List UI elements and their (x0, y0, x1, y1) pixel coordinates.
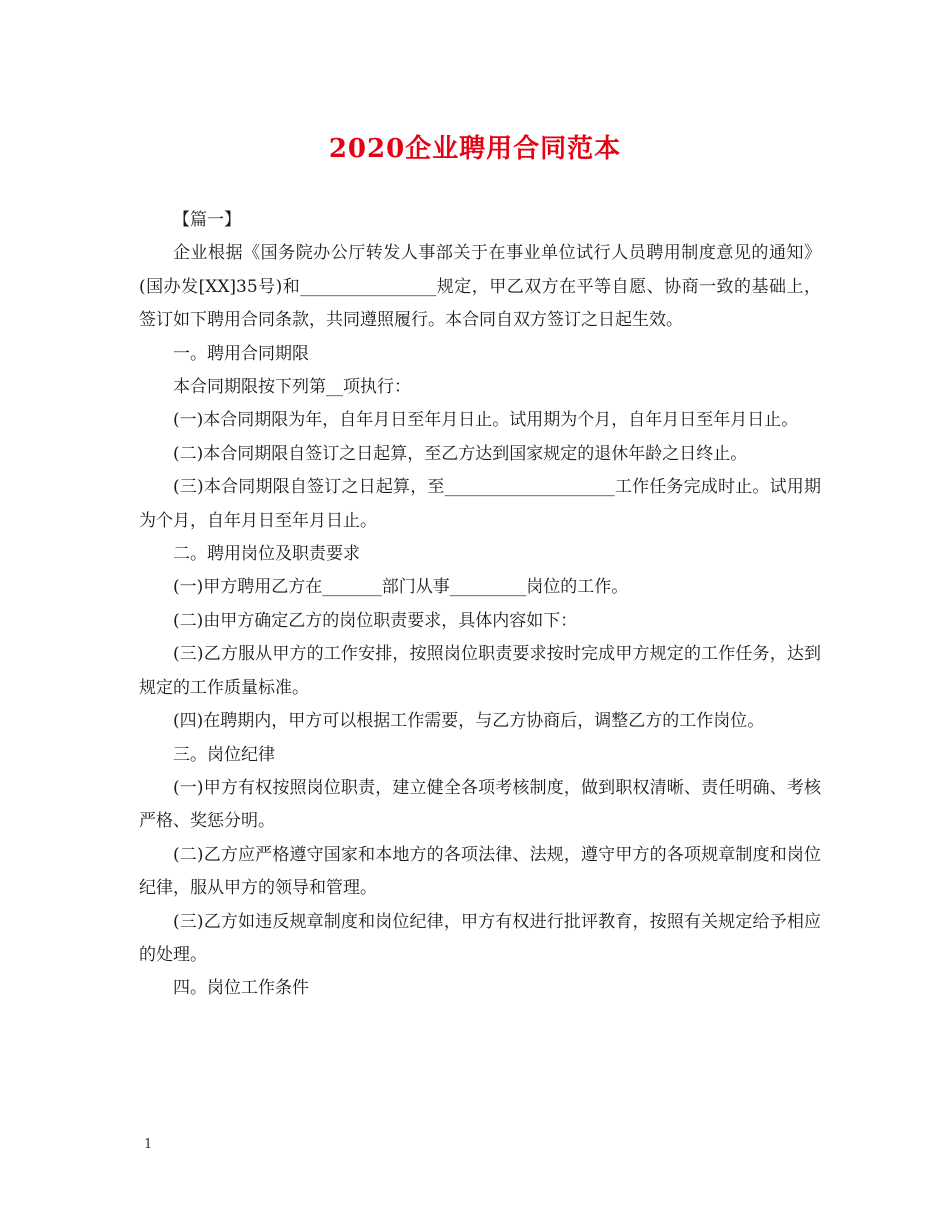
term-clause-selector: 本合同期限按下列第__项执行： (173, 377, 411, 398)
section-heading-position: 二。聘用岗位及职责要求 (173, 544, 360, 565)
section-heading-conditions: 四。岗位工作条件 (173, 978, 309, 999)
document-title: 2020企业聘用合同范本 (328, 134, 622, 164)
document-body (139, 204, 821, 1006)
position-clause-3: (三)乙方服从甲方的工作安排，按照岗位职责要求按时完成甲方规定的工作任务，达到规定的工作质量标准。 (139, 644, 821, 698)
discipline-clause-1: (一)甲方有权按照岗位职责，建立健全各项考核制度，做到职权清晰、责任明确、考核严格、奖惩分明。 (139, 777, 821, 832)
intro-paragraph: 企业根据《国务院办公厅转发人事部关于在事业单位试行人员聘用制度意见的通知》(国办发[XX]35号)和________________规定，甲乙双方在平等自愿、协商一致的基础上，签订如下聘用合同条款，共同遵照履行。本合同自双方签订之日起生效。 (139, 243, 821, 331)
section-heading-part-one: 【篇一】 (173, 210, 241, 230)
term-option-1: (一)本合同期限为年，自年月日至年月日止。试用期为个月，自年月日至年月日止。 (173, 410, 799, 431)
term-option-2: (二)本合同期限自签订之日起算，至乙方达到国家规定的退休年龄之日终止。 (173, 443, 748, 464)
discipline-clause-3: (三)乙方如违反规章制度和岗位纪律，甲方有权进行批评教育，按照有关规定给予相应的处理。 (139, 911, 821, 965)
section-heading-term: 一。聘用合同期限 (173, 343, 309, 364)
position-clause-2: (二)由甲方确定乙方的岗位职责要求，具体内容如下： (173, 610, 578, 631)
page-number: 1 (144, 1137, 153, 1152)
section-heading-discipline: 三。岗位纪律 (173, 744, 275, 765)
position-clause-4: (四)在聘期内，甲方可以根据工作需要，与乙方协商后，调整乙方的工作岗位。 (173, 711, 765, 732)
position-clause-1: (一)甲方聘用乙方在_______部门从事_________岗位的工作。 (173, 577, 629, 598)
term-option-3: (三)本合同期限自签订之日起算，至____________________工作任务完成时止。试用期为个月，自年月日至年月日止。 (139, 477, 821, 531)
discipline-clause-2: (二)乙方应严格遵守国家和本地方的各项法律、法规，遵守甲方的各项规章制度和岗位纪律，服从甲方的领导和管理。 (139, 844, 821, 899)
